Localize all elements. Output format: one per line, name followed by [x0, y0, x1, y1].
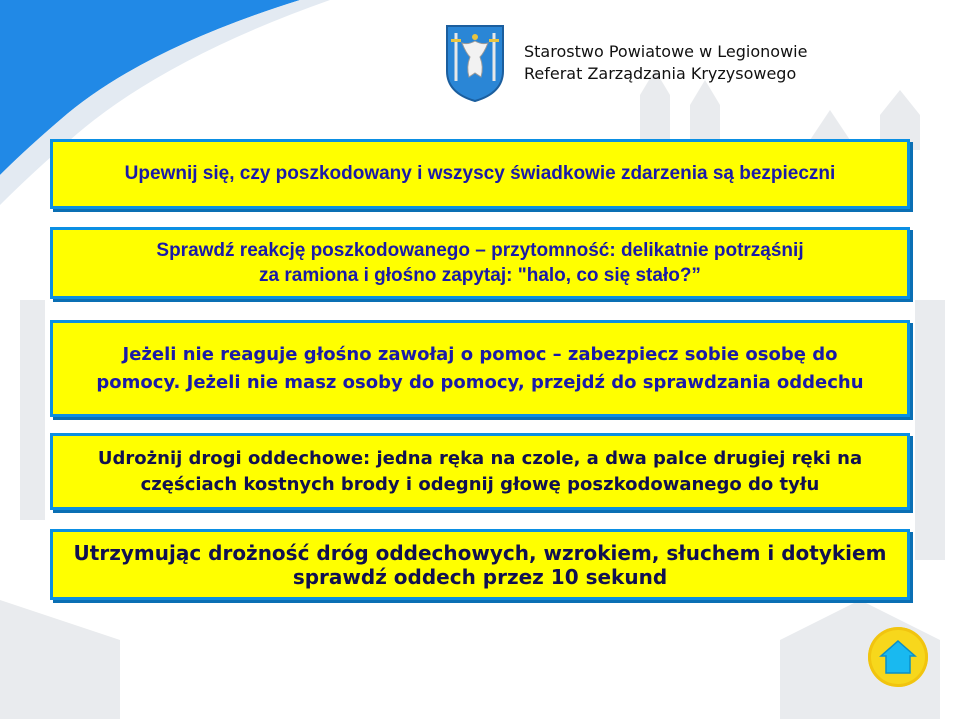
coat-of-arms-icon [444, 23, 506, 103]
step-box-2 [50, 227, 910, 299]
step-3-line-2: pomocy. Jeżeli nie masz osoby do pomocy, przejdź do sprawdzania oddechu [96, 371, 864, 393]
step-box-3 [50, 320, 910, 417]
step-4-line-1: Udrożnij drogi oddechowe: jedna ręka na czole, a dwa palce drugiej ręki na [97, 447, 863, 469]
header-line-1: Starostwo Powiatowe w Legionowie [524, 42, 808, 61]
step-5-line-1: Utrzymując drożność dróg oddechowych, wzrokiem, słuchem i dotykiem [73, 540, 887, 565]
step-box-5 [50, 529, 910, 600]
header-title [524, 41, 807, 85]
step-box-1 [50, 139, 910, 209]
header [444, 22, 807, 104]
header-line-2: Referat Zarządzania Kryzysowego [524, 64, 797, 83]
step-4-line-2: częściach kostnych brody i odegnij głowę poszkodowanego do tyłu [140, 473, 820, 495]
step-2-line-2: za ramiona i głośno zapytaj: "halo, co się stało?” [259, 265, 701, 286]
step-2-line-1: Sprawdź reakcję poszkodowanego – przytomność: delikatnie potrząśnij [156, 240, 804, 261]
step-5-line-2: sprawdź oddech przez 10 sekund [292, 564, 668, 589]
step-3-line-1: Jeżeli nie reaguje głośno zawołaj o pomoc – zabezpiecz sobie osobę do [122, 343, 838, 365]
home-button[interactable] [868, 627, 928, 687]
step-box-4 [50, 433, 910, 510]
step-1-text: Upewnij się, czy poszkodowany i wszyscy świadkowie zdarzenia są bezpieczni [124, 163, 836, 184]
home-icon [879, 639, 917, 675]
